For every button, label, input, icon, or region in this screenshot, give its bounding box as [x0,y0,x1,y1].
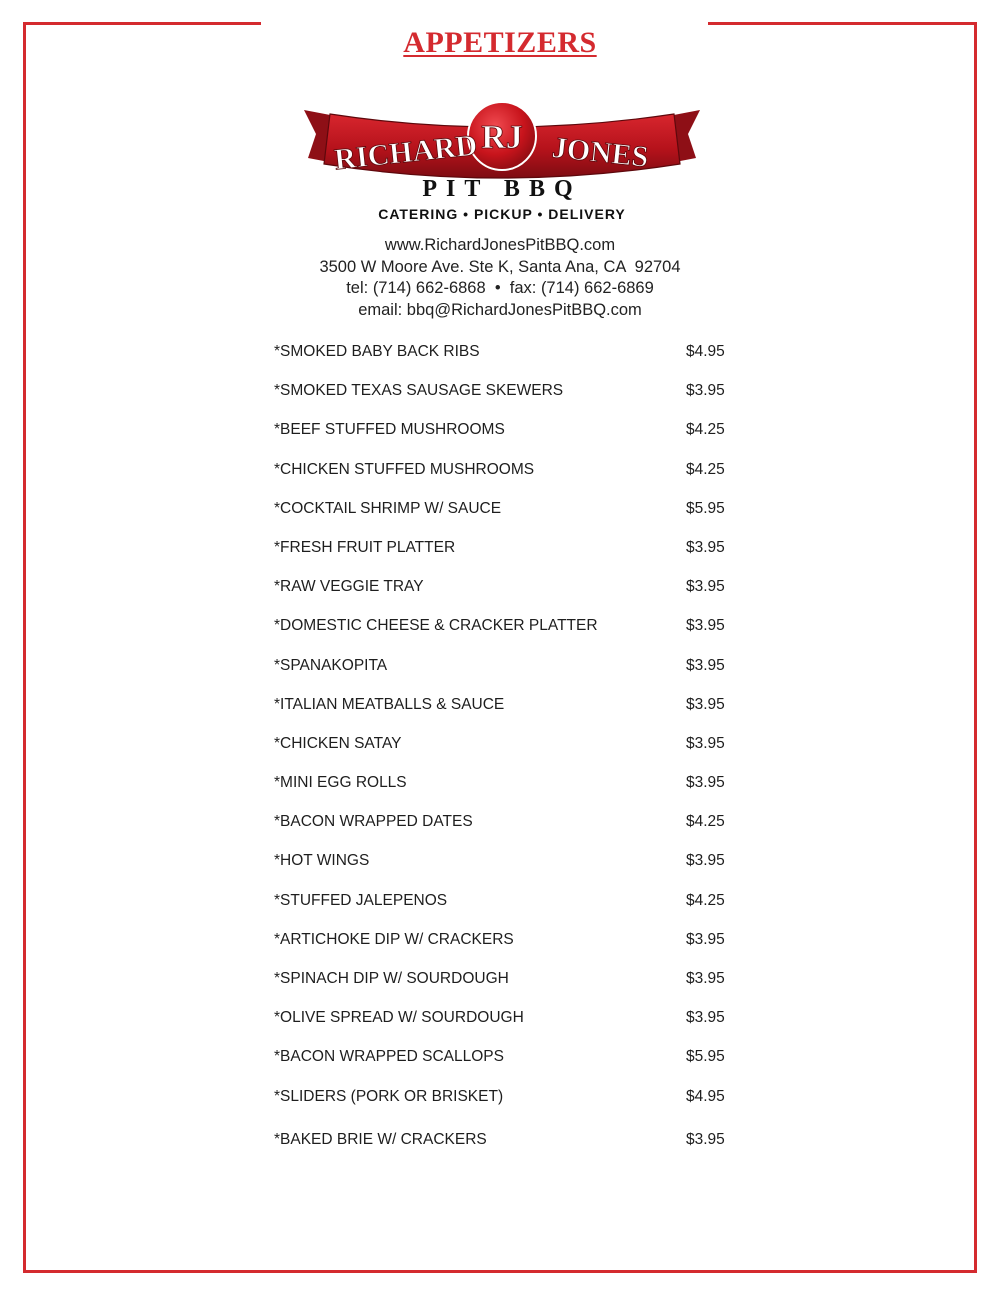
menu-item-price: $3.95 [686,695,725,713]
menu-item-name: *FRESH FRUIT PLATTER [274,538,456,556]
menu-item-price: $3.95 [686,970,725,987]
menu-item-price: $3.95 [686,656,725,674]
menu-item [274,500,734,539]
menu-item [274,931,734,970]
menu-item-name: *SPINACH DIP W/ SOURDOUGH [274,970,509,987]
menu-item [274,1048,734,1087]
menu-item-price: $3.95 [686,930,725,948]
menu-item-price: $3.95 [686,538,725,556]
appetizer-menu-list [274,343,734,1170]
page-border-top-right [708,22,977,25]
menu-item [274,735,734,774]
menu-item [274,970,734,1009]
menu-item [274,343,734,382]
menu-item-name: *SPANAKOPITA [274,656,388,674]
menu-item-price: $5.95 [686,1048,725,1066]
menu-item-name: *BACON WRAPPED DATES [274,813,473,831]
menu-item [274,852,734,891]
menu-item-name: *BAKED BRIE W/ CRACKERS [274,1130,487,1148]
page-border-bottom [23,1270,977,1273]
menu-item-name: *OLIVE SPREAD W/ SOURDOUGH [274,1009,524,1027]
address-text: 3500 W Moore Ave. Ste K, Santa Ana, CA 92704 [319,257,681,276]
menu-item [274,539,734,578]
restaurant-logo [300,96,704,226]
menu-item-price: $3.95 [686,382,725,400]
menu-item-price: $4.25 [686,891,725,909]
menu-item [274,382,734,421]
logo-services: CATERING • PICKUP • DELIVERY [378,206,626,222]
menu-item [274,1131,734,1170]
menu-item-price: $4.25 [686,460,725,478]
menu-item [274,617,734,656]
contact-info [0,235,1000,322]
menu-item-price: $3.95 [686,1130,725,1148]
menu-item [274,1009,734,1048]
menu-item-price: $3.95 [686,774,725,792]
menu-item [274,461,734,500]
menu-item-price: $4.25 [686,421,725,439]
menu-item [274,696,734,735]
logo-subtitle: PIT BBQ [422,176,582,202]
menu-item-name: *RAW VEGGIE TRAY [274,578,424,596]
menu-item [274,421,734,460]
page-border-left [23,22,26,1273]
menu-item-name: *ITALIAN MEATBALLS & SAUCE [274,695,505,713]
menu-item-price: $3.95 [686,734,725,752]
page-heading: APPETIZERS [403,26,597,59]
menu-item [274,657,734,696]
menu-item-price: $4.95 [686,1087,725,1105]
menu-item [274,774,734,813]
menu-item [274,578,734,617]
menu-item-name: *SMOKED BABY BACK RIBS [274,343,480,360]
menu-item-price: $3.95 [686,852,725,870]
logo-monogram: RJ [481,119,523,156]
menu-item-name: *SLIDERS (PORK OR BRISKET) [274,1087,504,1105]
menu-item-name: *BACON WRAPPED SCALLOPS [274,1048,504,1066]
menu-item-name: *DOMESTIC CHEESE & CRACKER PLATTER [274,617,598,635]
menu-item-price: $3.95 [686,617,725,635]
menu-item-price: $3.95 [686,578,725,596]
menu-item [274,813,734,852]
menu-item-price: $5.95 [686,499,725,517]
menu-item-name: *CHICKEN STUFFED MUSHROOMS [274,460,535,478]
menu-item-name: *CHICKEN SATAY [274,734,402,752]
page-border-right [974,22,977,1273]
menu-item-name: *MINI EGG ROLLS [274,774,407,792]
menu-item-price: $4.25 [686,813,725,831]
menu-item-name: *STUFFED JALEPENOS [274,891,448,909]
menu-item [274,1088,734,1127]
menu-item-price: $4.95 [686,343,725,360]
menu-item [274,892,734,931]
menu-item-name: *COCKTAIL SHRIMP W/ SAUCE [274,499,502,517]
logo-name-left: RICHARD [332,128,479,177]
menu-item-price: $3.95 [686,1009,725,1027]
email-link[interactable]: email: bbq@RichardJonesPitBBQ.com [358,301,642,320]
menu-item-name: *BEEF STUFFED MUSHROOMS [274,421,505,439]
website-link[interactable]: www.RichardJonesPitBBQ.com [384,236,616,254]
menu-item-name: *ARTICHOKE DIP W/ CRACKERS [274,930,514,948]
phone-fax-text: tel: (714) 662-6868 • fax: (714) 662-6869 [346,279,654,298]
menu-item-name: *HOT WINGS [274,852,370,870]
page-border-top-left [23,22,261,25]
logo-name-right: JONES [550,131,650,174]
menu-item-name: *SMOKED TEXAS SAUSAGE SKEWERS [274,382,564,400]
